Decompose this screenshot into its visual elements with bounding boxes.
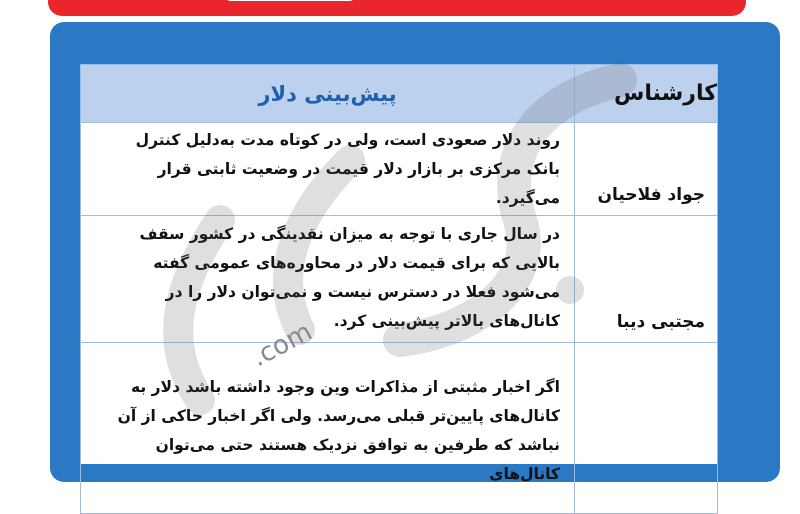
top-banner xyxy=(48,0,746,16)
table-header-row xyxy=(81,65,718,123)
expert-column-header: کارشناس xyxy=(575,65,718,123)
expert-name xyxy=(575,343,718,514)
expert-name: جواد فلاحیان xyxy=(575,123,718,216)
table-row xyxy=(81,123,718,216)
table-row xyxy=(81,216,718,343)
table-row xyxy=(81,343,718,514)
forecast-text: روند دلار صعودی است، ولی در کوتاه مدت به‌دلیل کنترل بانک مرکزی بر بازار دلار قیمت در وضعیت ثابتی قرار می‌گیرد. xyxy=(81,123,575,216)
table-container xyxy=(80,64,718,483)
forecast-table xyxy=(80,64,718,514)
forecast-column-header: پیش‌بینی دلار xyxy=(81,65,575,123)
watermark-domain-text: .com xyxy=(246,316,318,374)
banner-pill xyxy=(223,0,357,1)
forecast-text: در سال جاری با توجه به میزان نقدینگی در کشور سقف بالایی که برای قیمت دلار در محاوره‌های عمومی گفته می‌شود فعلا در دسترس نیست و نمی‌توان دلار را در کانال‌های بالاتر پیش‌بینی کرد. xyxy=(81,216,575,343)
expert-name: مجتبی دیبا xyxy=(575,216,718,343)
forecast-text: اگر اخبار مثبتی از مذاکرات وین وجود داشته باشد دلار به کانال‌های پایین‌تر قبلی می‌رسد. ولی اگر اخبار حاکی از آن نباشد که طرفین به توافق نزدیک هستند حتی می‌توان کانال‌های xyxy=(81,343,575,514)
